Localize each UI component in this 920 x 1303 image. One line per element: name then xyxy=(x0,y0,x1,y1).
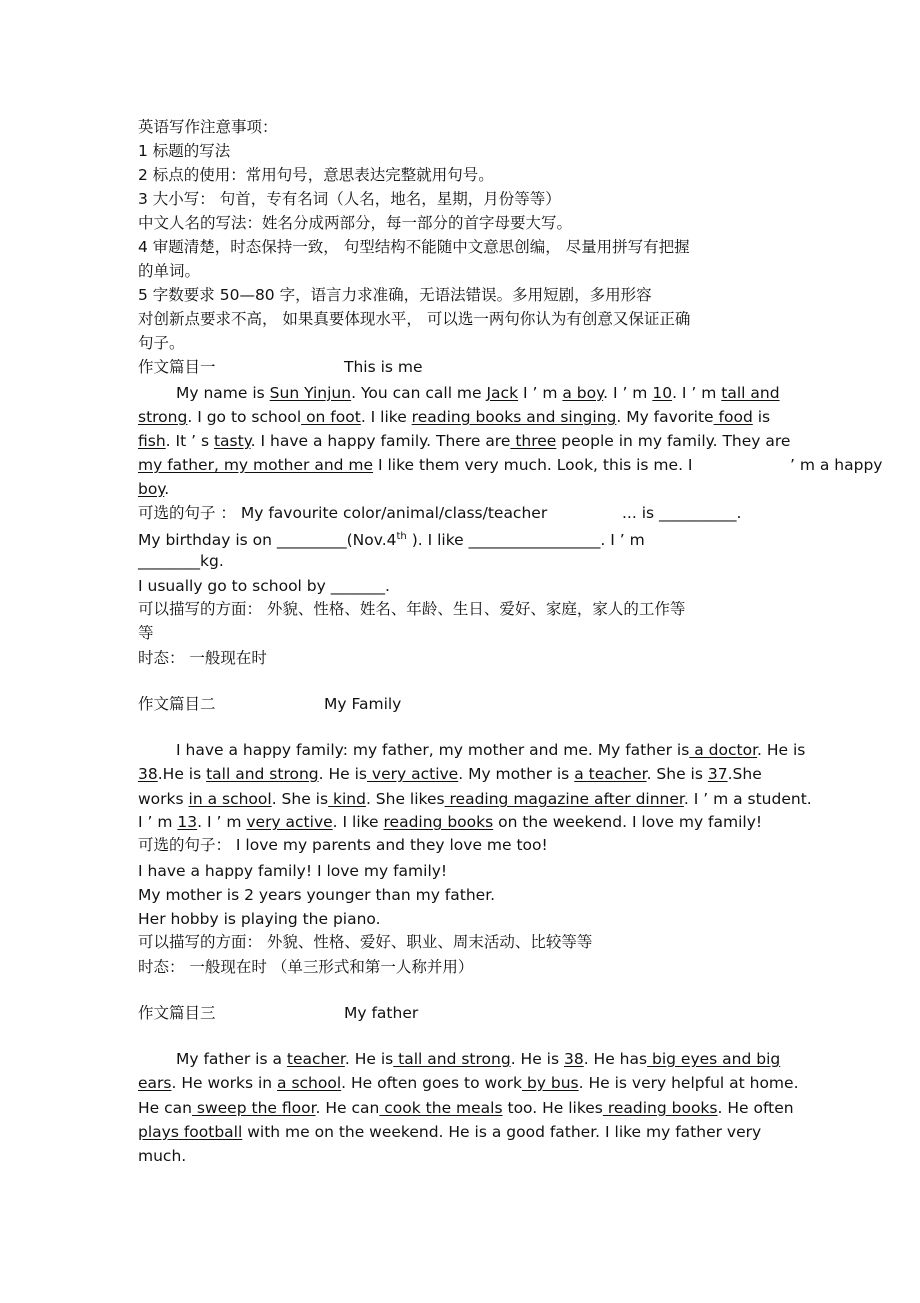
essay1-paragraph-line: strong. I go to school on foot. I like reading books and singing. My favorite food is xyxy=(138,408,771,426)
essay1-paragraph-line: my father, my mother and me I like them very much. Look, this is me. I xyxy=(138,456,693,474)
essay1-paragraph-line: boy. xyxy=(138,480,170,498)
essay-label: 作文篇目一 xyxy=(138,358,216,376)
notes-heading: 英语写作注意事项： xyxy=(138,118,278,136)
note-line: 句子。 xyxy=(138,334,185,352)
note-line: 4 审题清楚，时态保持一致， 句型结构不能随中文意思创编， 尽量用拼写有把握 xyxy=(138,238,690,256)
essay1-paragraph-line: My name is Sun Yinjun. You can call me Jack I ’ m a boy. I ’ m 10. I ’ m tall and xyxy=(176,384,780,402)
optional-sentences: 可选的句子： I love my parents and they love me too! xyxy=(138,836,548,854)
essay-title: My father xyxy=(344,1004,419,1022)
essay2-paragraph-line: I ’ m 13. I ’ m very active. I like reading books on the weekend. I love my family! xyxy=(138,813,763,831)
optional-sentence: My mother is 2 years younger than my father. xyxy=(138,886,496,904)
essay-title: My Family xyxy=(324,695,402,713)
optional-sentence-blank: ... is __________. xyxy=(622,504,742,522)
aspects-line: 可以描写的方面： 外貌、性格、爱好、职业、周末活动、比较等等 xyxy=(138,933,593,951)
optional-sentence: ________kg. xyxy=(138,552,224,570)
essay1-paragraph-line: fish. It ’ s tasty. I have a happy family. There are three people in my family. They are xyxy=(138,432,791,450)
note-line: 2 标点的使用：常用句号，意思表达完整就用句号。 xyxy=(138,166,494,184)
essay3-paragraph-line: He can sweep the floor. He can cook the meals too. He likes reading books. He often xyxy=(138,1099,794,1117)
essay2-paragraph-line: works in a school. She is kind. She likes reading magazine after dinner. I ’ m a student. xyxy=(138,790,812,808)
essay-title: This is me xyxy=(344,358,423,376)
essay1-heading xyxy=(138,357,423,377)
optional-sentence: Her hobby is playing the piano. xyxy=(138,910,381,928)
note-line: 对创新点要求不高， 如果真要体现水平， 可以选一两句你认为有创意又保证正确 xyxy=(138,310,691,328)
note-line: 中文人名的写法：姓名分成两部分，每一部分的首字母要大写。 xyxy=(138,214,573,232)
note-line: 的单词。 xyxy=(138,262,201,280)
note-line: 1 标题的写法 xyxy=(138,142,231,160)
essay3-heading xyxy=(138,1003,419,1023)
essay2-heading xyxy=(138,694,402,714)
essay3-paragraph-line: ears. He works in a school. He often goes to work by bus. He is very helpful at home. xyxy=(138,1074,799,1092)
essay-label: 作文篇目三 xyxy=(138,1004,216,1022)
essay3-paragraph-line: much. xyxy=(138,1147,187,1165)
optional-sentences: 可选的句子 ： My favourite color/animal/class/teacher xyxy=(138,504,548,522)
tense-line: 时态： 一般现在时 （单三形式和第一人称并用） xyxy=(138,958,474,976)
note-line: 5 字数要求 50—80 字，语言力求准确，无语法错误。多用短剧，多用形容 xyxy=(138,286,652,304)
optional-sentence: My birthday is on _________(Nov.4th ). I like _________________. I ’ m xyxy=(138,531,645,550)
essay3-paragraph-line: My father is a teacher. He is tall and strong. He is 38. He has big eyes and big xyxy=(176,1050,781,1068)
essay-label: 作文篇目二 xyxy=(138,695,216,713)
optional-sentence: I have a happy family! I love my family! xyxy=(138,862,448,880)
optional-sentence: I usually go to school by _______. xyxy=(138,577,390,595)
aspects-line: 可以描写的方面： 外貌、性格、姓名、年龄、生日、爱好、家庭，家人的工作等 xyxy=(138,600,686,618)
tense-line: 时态： 一般现在时 xyxy=(138,649,267,667)
essay2-paragraph-line: 38.He is tall and strong. He is very active. My mother is a teacher. She is 37.She xyxy=(138,765,762,783)
note-line: 3 大小写： 句首，专有名词（人名，地名，星期，月份等等） xyxy=(138,190,561,208)
essay3-paragraph-line: plays football with me on the weekend. He is a good father. I like my father very xyxy=(138,1123,762,1141)
aspects-line: 等 xyxy=(138,624,154,642)
essay1-paragraph-end: ’ m a happy xyxy=(790,456,883,474)
essay2-paragraph-line: I have a happy family: my father, my mother and me. My father is a doctor. He is xyxy=(176,741,806,759)
